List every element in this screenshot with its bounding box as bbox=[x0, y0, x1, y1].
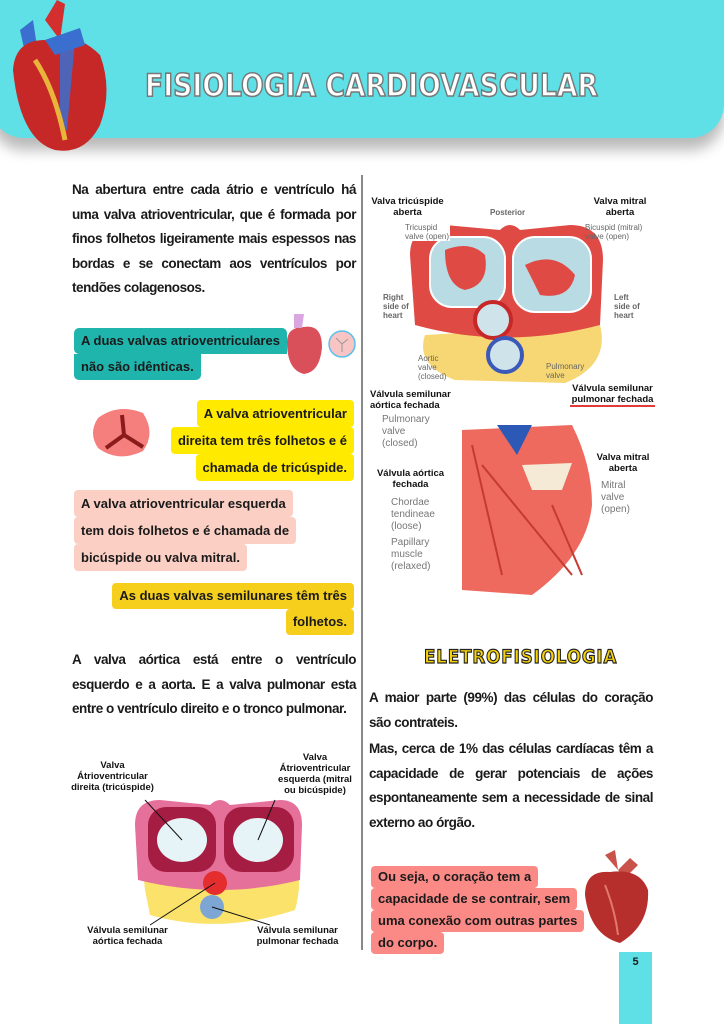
highlight-box-yellow bbox=[171, 400, 354, 481]
highlight-box-pink bbox=[74, 490, 296, 571]
highlight-line: não são idênticas. bbox=[74, 354, 201, 380]
label-left-side: Left side of heart bbox=[614, 293, 640, 320]
label-mitral-en: Bicuspid (mitral) valve (open) bbox=[585, 223, 643, 241]
label-tricuspid: Valva Átrioventricular direita (tricúspide) bbox=[71, 760, 154, 793]
label-aortic-closed-2: Válvula aórtica fechada bbox=[376, 468, 445, 490]
label-pulmonary-closed-en: Pulmonary valve (closed) bbox=[382, 414, 430, 449]
highlight-box-gold bbox=[112, 583, 354, 635]
highlight-box-salmon bbox=[371, 866, 584, 954]
valves-diagram bbox=[130, 785, 310, 930]
label-chordae: Chordae tendineae (loose) bbox=[391, 497, 435, 532]
heart-illustration bbox=[5, 0, 115, 160]
electro-paragraph-2: Mas, cerca de 1% das células cardíacas têm a capacidade de gerar potenciais de ações espontaneamente sem a necessidade de sinal externo ao órgão. bbox=[369, 741, 653, 830]
label-pulmonary-closed: Válvula semilunar pulmonar fechada bbox=[571, 383, 654, 405]
highlight-box-teal bbox=[74, 328, 287, 380]
label-pulmonary-en: Pulmonary valve bbox=[546, 362, 585, 380]
label-mitral: Valva Átrioventricular esquerda (mitral ou bicúspide) bbox=[278, 752, 352, 796]
highlight-line: Ou seja, o coração tem a bbox=[371, 866, 538, 888]
highlight-line: A duas valvas atrioventriculares bbox=[74, 328, 287, 354]
highlight-line: As duas valvas semilunares têm três bbox=[112, 583, 354, 609]
label-posterior: Posterior bbox=[490, 208, 526, 217]
page-number: 5 bbox=[619, 952, 652, 1024]
label-mitral-open-2: Valva mitral aberta bbox=[596, 452, 650, 474]
highlight-line: A valva atrioventricular esquerda bbox=[74, 490, 293, 517]
label-pulmonary: Válvula semilunar pulmonar fechada bbox=[256, 925, 339, 947]
highlight-line: folhetos. bbox=[286, 609, 354, 635]
label-aortic-en: Aortic valve (closed) bbox=[418, 354, 447, 381]
highlight-line: do corpo. bbox=[371, 932, 444, 954]
heart-valve-icon bbox=[282, 312, 358, 380]
label-mitral-en-2: Mitral valve (open) bbox=[601, 480, 630, 515]
tricuspid-valve-icon bbox=[88, 403, 156, 461]
valves-paragraph: A valva aórtica está entre o ventrículo esquerdo e a aorta. E a valva pulmonar esta entre o ventrículo direito e o tronco pulmonar. bbox=[72, 652, 356, 716]
label-tricuspid-open: Valva tricúspide aberta bbox=[371, 196, 444, 218]
label-mitral-open: Valva mitral aberta bbox=[593, 196, 647, 218]
highlight-line: uma conexão com outras partes bbox=[371, 910, 584, 932]
electro-paragraph-1: A maior parte (99%) das células do coração são contrateis. bbox=[369, 690, 653, 730]
label-right-side: Right side of heart bbox=[383, 293, 409, 320]
highlight-line: capacidade de se contrair, sem bbox=[371, 888, 577, 910]
highlight-line: tem dois folhetos e é chamada de bbox=[74, 517, 296, 544]
page-title: FISIOLOGIA CARDIOVASCULAR bbox=[145, 68, 599, 104]
label-papillary: Papillary muscle (relaxed) bbox=[391, 537, 431, 572]
heart-longitudinal-diagram bbox=[462, 425, 592, 595]
label-aortic: Válvula semilunar aórtica fechada bbox=[87, 925, 168, 947]
realistic-heart-icon bbox=[580, 850, 652, 945]
highlight-line: direita tem três folhetos e é bbox=[171, 427, 354, 454]
highlight-line: A valva atrioventricular bbox=[197, 400, 354, 427]
section-title: ELETROFISIOLOGIA bbox=[424, 646, 618, 668]
intro-paragraph: Na abertura entre cada átrio e ventrículo há uma valva atrioventricular, que é formada por finos folhetos ligeiramente mais espessos nas bordas e se conectam aos ventrículos por tendões colagenosos. bbox=[72, 182, 356, 295]
column-divider bbox=[361, 175, 363, 950]
label-aortic-closed: Válvula semilunar aórtica fechada bbox=[370, 389, 451, 411]
highlight-line: chamada de tricúspide. bbox=[196, 454, 355, 481]
label-tricuspid-en: Tricuspid valve (open) bbox=[405, 223, 450, 241]
highlight-line: bicúspide ou valva mitral. bbox=[74, 544, 247, 571]
